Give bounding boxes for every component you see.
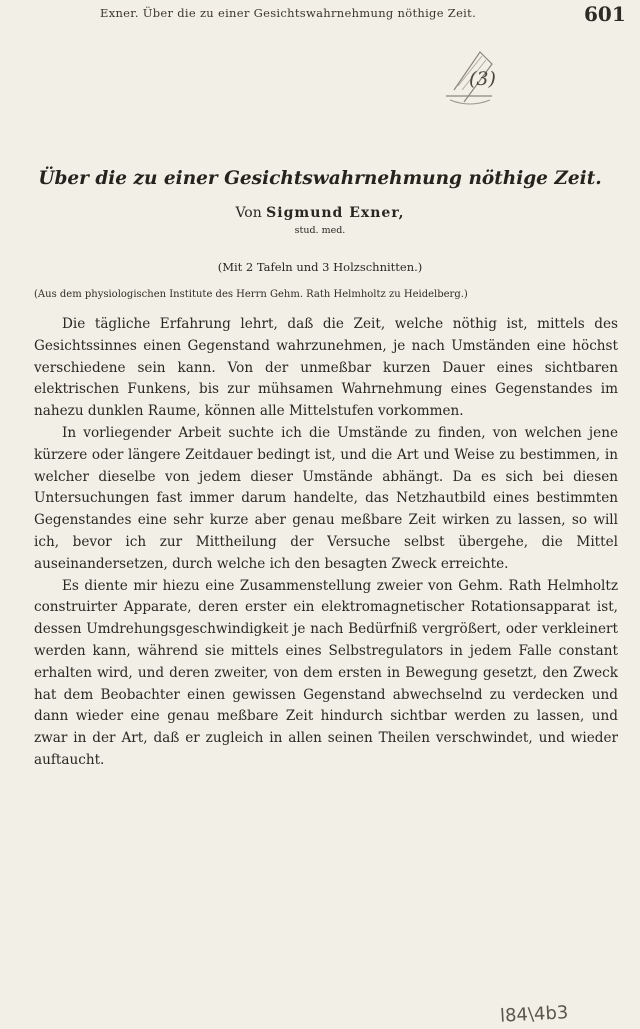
running-head: Exner. Über die zu einer Gesichtswahrnehmung nöthige Zeit. <box>100 6 477 20</box>
paragraph: Die tägliche Erfahrung lehrt, daß die Zeit, welche nöthig ist, mittels des Gesichtssinnes einen Gegenstand wahrzunehmen, je nach Umständen eine höchst verschiedene sein kann. Von der unmeßbar kurzen Dauer eines sichtbaren elektrischen Funkens, bis zur mühsamen Wahrnehmung eines Gegenstandes im nahezu dunklen Raume, können alle Mittelstufen vorkommen. <box>34 316 618 420</box>
byline <box>0 205 640 221</box>
plates-note: (Mit 2 Tafeln und 3 Holzschnitten.) <box>217 260 423 274</box>
page-number: 601 <box>584 2 626 26</box>
article-title: Über die zu einer Gesichtswahrnehmung nöthige Zeit. <box>38 168 602 189</box>
paragraph: Es diente mir hiezu eine Zusammenstellung zweier von Gehm. Rath Helmholtz construirter Apparate, deren erster ein elektromagnetischer Rotationsapparat ist, dessen Umdrehungsgeschwindigkeit je nach Bedürfniß vergrößert, oder verkleinert werden kann, während sie mittels eines Selbstregulators in jedem Falle constant erhalten wird, und deren zweiter, von dem ersten in Bewegung gesetzt, den Zweck hat dem Beobachter einen gewissen Gegenstand abwechselnd zu verdecken und dann wieder eine genau meßbare Zeit hindurch sichtbar werden zu lassen, und zwar in der Art, daß er zugleich in allen seinen Theilen verschwindet, und wieder auftaucht. <box>34 577 618 768</box>
stamp-number: (3) <box>469 68 496 90</box>
article-body <box>34 314 618 772</box>
handwritten-call-number: l84\4b3 <box>499 1002 569 1027</box>
author-status: stud. med. <box>294 225 346 236</box>
byline-prefix: Von <box>235 205 262 221</box>
author-name: Sigmund Exner, <box>266 205 405 221</box>
paragraph: In vorliegender Arbeit suchte ich die Umstände zu finden, von welchen jene kürzere oder längere Zeitdauer bedingt ist, und die Art und Weise zu bestimmen, in welcher dieselbe von jedem dieser Umstände abhängt. Da es sich bei diesen Untersuchungen fast immer darum handelte, das Netzhautbild eines bestimmten Gegenstandes eine sehr kurze aber genau meßbare Zeit wirken zu lassen, so will ich, bevor ich zur Mittheilung der Versuche selbst übergehe, die Mittel auseinandersetzen, durch welche ich den besagten Zweck erreichte. <box>34 424 618 572</box>
institute-note: (Aus dem physiologischen Institute des Herrn Gehm. Rath Helmholtz zu Heidelberg.) <box>34 289 468 300</box>
